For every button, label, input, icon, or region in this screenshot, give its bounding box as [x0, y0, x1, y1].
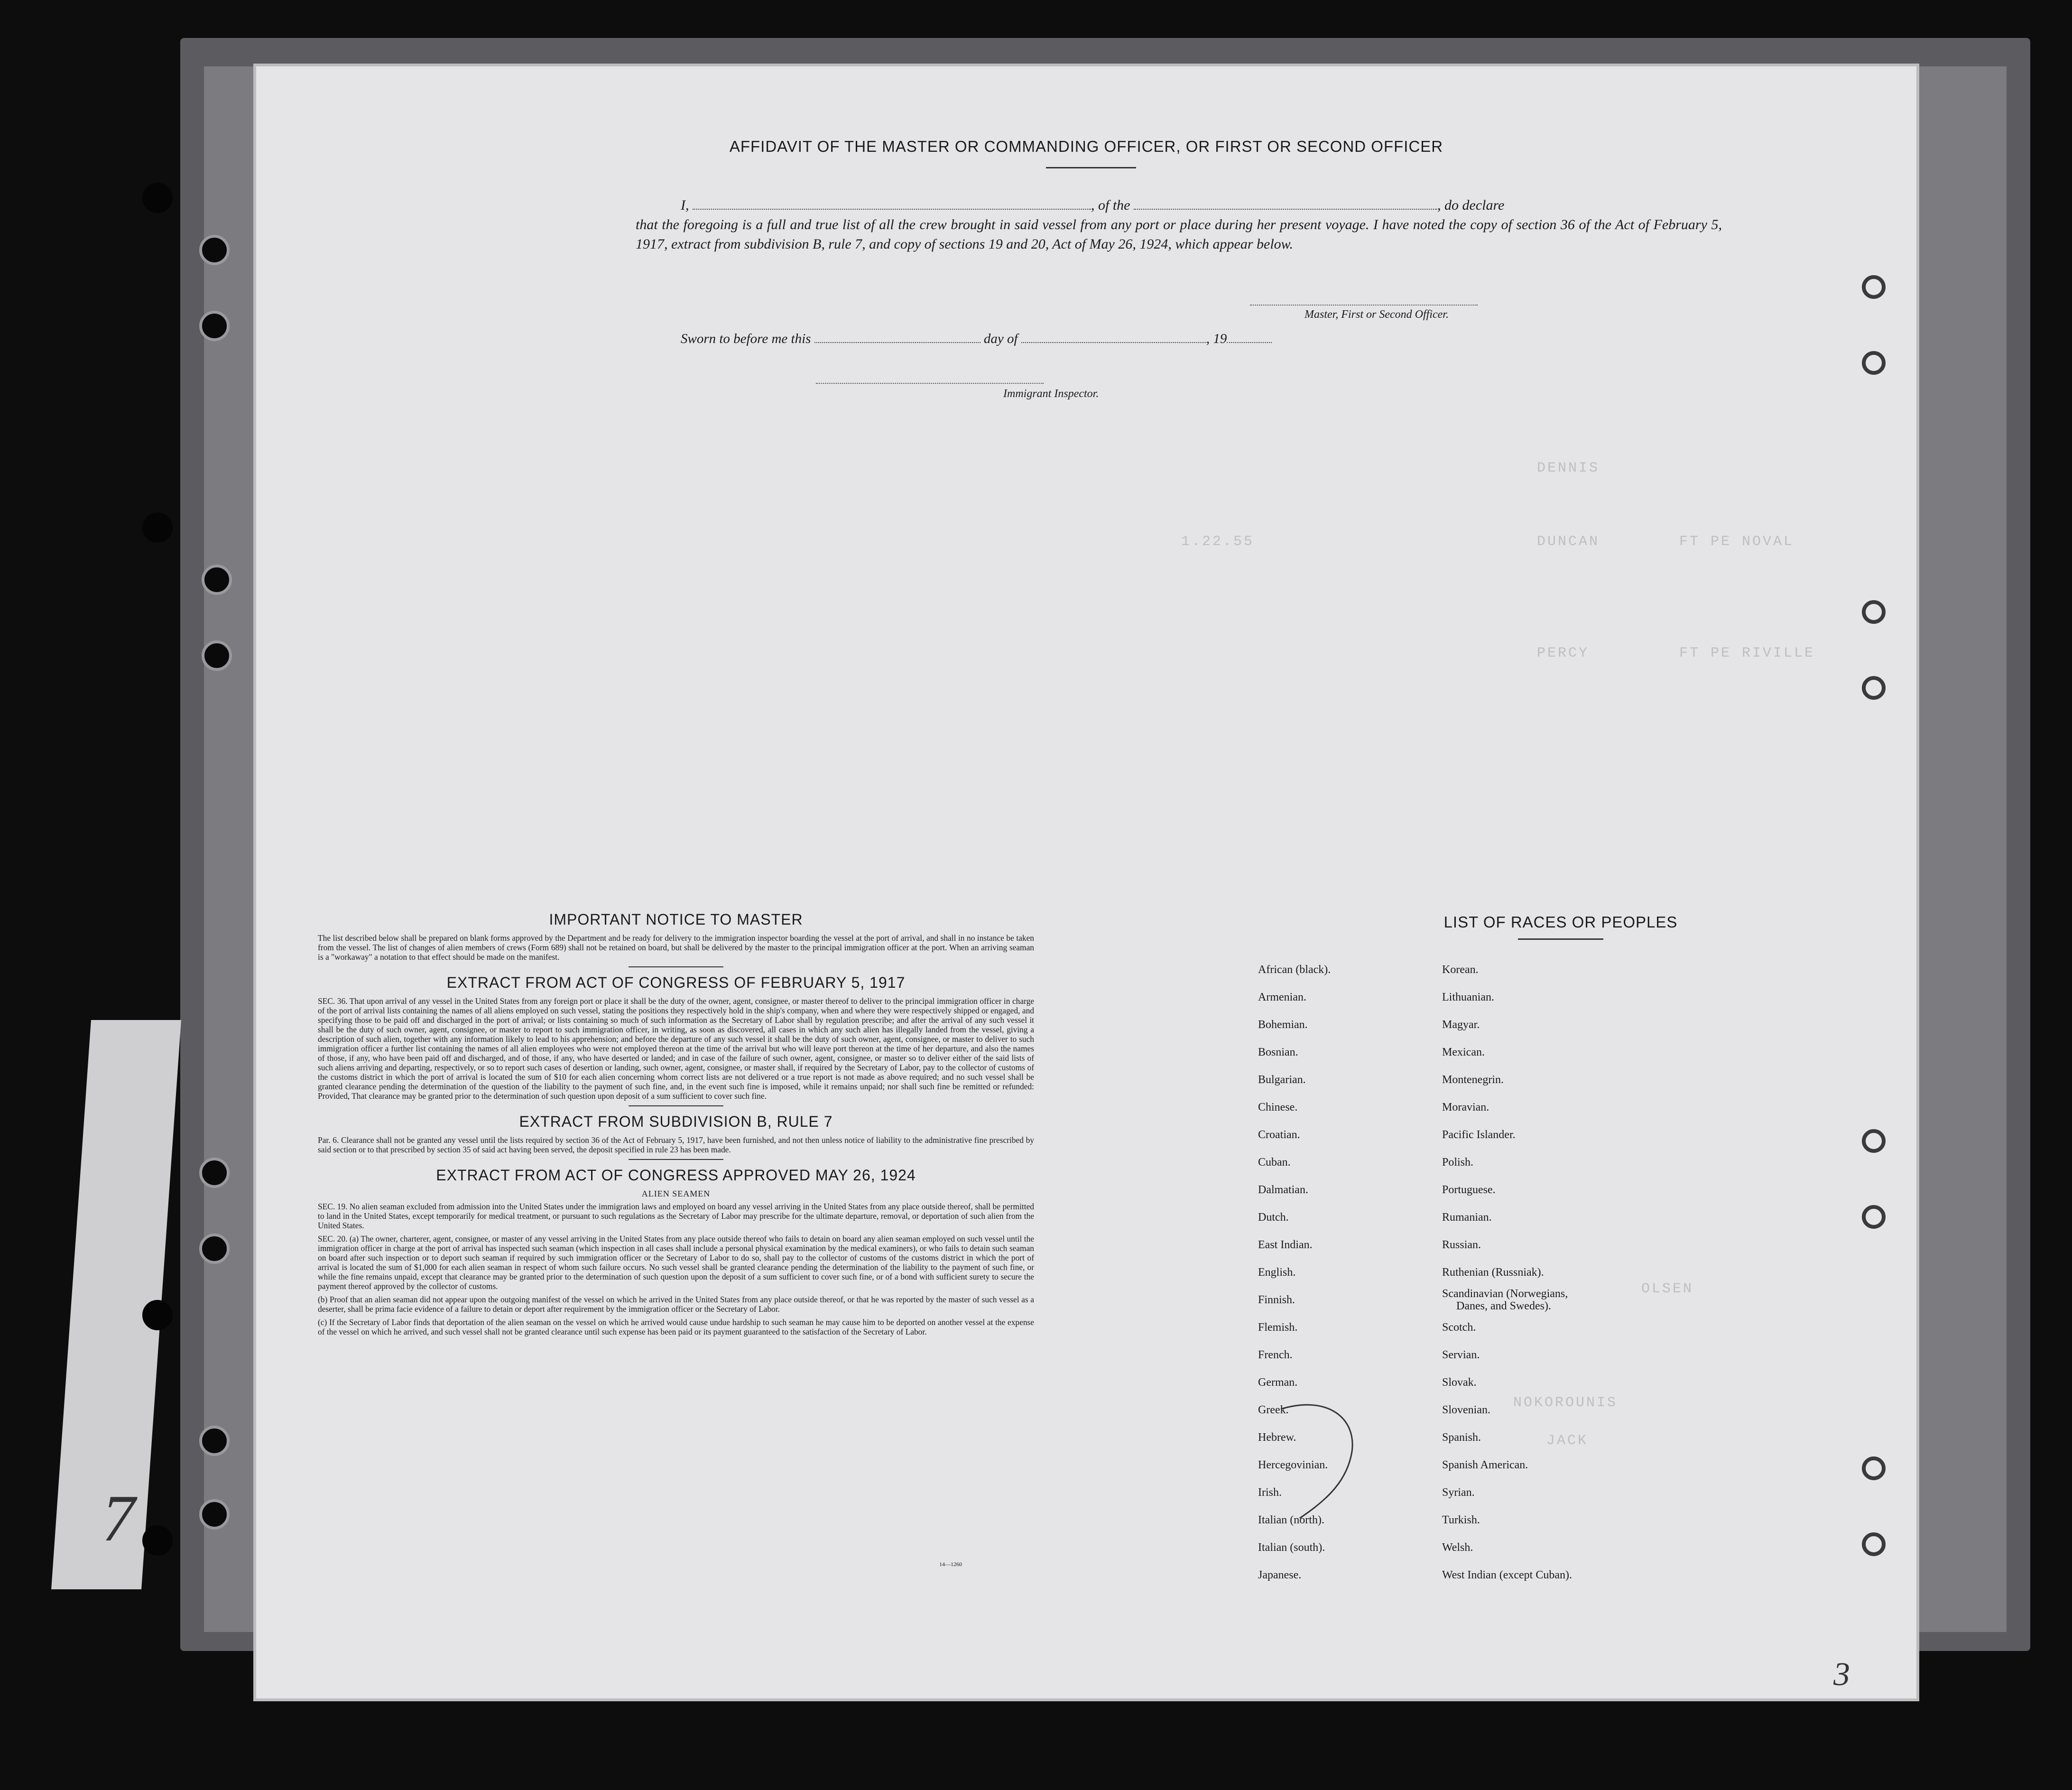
binder-hole — [1862, 1456, 1886, 1480]
races-right-column — [1442, 956, 1572, 1589]
race-item: Chinese. — [1258, 1101, 1298, 1113]
sworn-day-label: day of — [983, 331, 1018, 346]
sworn-year-blank[interactable] — [1227, 332, 1272, 343]
inspector-signature-line[interactable] — [816, 383, 1044, 384]
race-item: Hebrew. — [1258, 1431, 1296, 1444]
binder-hole — [199, 1158, 230, 1188]
bleed-through-text: PERCY — [1537, 645, 1590, 661]
race-item: Spanish. — [1442, 1431, 1481, 1444]
sworn-text: Sworn to before me this — [681, 331, 811, 346]
race-item: Italian (north). — [1258, 1514, 1324, 1526]
race-item: Hercegovinian. — [1258, 1459, 1328, 1471]
sworn-month-blank[interactable] — [1021, 332, 1206, 343]
section-divider — [629, 1105, 723, 1106]
races-title: LIST OF RACES OR PEOPLES — [1443, 913, 1678, 931]
race-item: Slovak. — [1442, 1376, 1477, 1389]
binder-hole — [199, 311, 230, 341]
sec-19-text: SEC. 19. No alien seaman excluded from admission into the United States under the immigration laws and employed on board any vessel arriving in the United States from any place outside thereof, shall be permitted to land in the United States, except temporarily for medical treatment, or pursuant to such regulations as the Secretary of Labor may prescribe for the ultimate departure, removal, or deportation of such alien from the United States. — [318, 1202, 1034, 1230]
manifest-page — [256, 66, 1916, 1698]
bleed-through-text: FT PE NOVAL — [1679, 534, 1794, 550]
race-item: Rumanian. — [1442, 1211, 1492, 1224]
section-divider — [629, 1159, 723, 1160]
binder-hole — [142, 183, 173, 213]
race-item: Magyar. — [1442, 1019, 1480, 1031]
race-item: Greek. — [1258, 1404, 1289, 1416]
vessel-name-blank[interactable] — [1134, 197, 1437, 210]
bleed-through-text: OLSEN — [1641, 1281, 1694, 1297]
sworn-line — [681, 331, 1272, 347]
binder-hole — [142, 1525, 173, 1556]
master-signature-label: Master, First or Second Officer. — [1304, 308, 1449, 321]
race-item: Montenegrin. — [1442, 1074, 1504, 1086]
binder-hole — [199, 1426, 230, 1456]
extract-rule7-text: Par. 6. Clearance shall not be granted any vessel until the lists required by section 36 of the Act of February 5, 1917, have been furnished, and not then unless notice of liability to the administrative fine prescribed by said section or to that prescribed by section 35 of said act having been served, the deposit specified in rule 23 has been made. — [318, 1135, 1034, 1154]
race-item: Dutch. — [1258, 1211, 1289, 1224]
handwritten-margin-mark: 7 — [102, 1482, 135, 1555]
race-item: Finnish. — [1258, 1294, 1295, 1306]
race-item: English. — [1258, 1266, 1296, 1279]
sec-20c-text: (c) If the Secretary of Labor finds that deportation of the alien seaman on the vessel on which he arrived would cause undue hardship to such seaman he may cause him to be deported on another vessel at the expense of the vessel on which he arrived, and such vessel shall not be granted clearance until such expense has been paid or its payment guaranteed to the satisfaction of the Secretary of Labor. — [318, 1317, 1034, 1336]
binder-hole — [1862, 676, 1886, 700]
race-item: West Indian (except Cuban). — [1442, 1569, 1572, 1581]
bleed-through-text: FT PE RIVILLE — [1679, 645, 1815, 661]
extract-1917-text: SEC. 36. That upon arrival of any vessel in the United States from any foreign port or place it shall be the duty of the owner, agent, consignee, or master thereof to deliver to the principal immigration officer in charge of the port of arrival lists containing the names of all aliens employed on such vessel, stating the positions they respectively hold in the ship's company, when and where they were respectively shipped or engaged, and specifying those to be paid off and discharged in the port of arrival; or lists containing so much of such information as the Secretary of Labor shall by regulation prescribe; and after the arrival of any such vessel it shall be the duty of such owner, agent, consignee, or master to report to such immigration officer, in writing, as soon as discovered, all cases in which any such alien has illegally landed from the vessel, giving a description of such alien, together with any information likely to lead to his apprehension; and before the departure of any such vessel it shall be the duty of such owner, agent, consignee, or master to deliver to such immigration officer a further list containing the names of all alien employees who were not employed thereon at the time of the arrival but who will leave port thereon at the time of her departure, and also the names of those, if any, who have been paid off and discharged, and of those, if any, who have deserted or landed; and in case of the failure of such owner, agent, consignee, or master so to deliver either of the said lists of such aliens arriving and departing, respectively, or so to report such cases of desertion or landing, such owner, agent, consignee, or master shall, if required by the Secretary of Labor, pay to the collector of customs of the customs district in which the port of arrival is located the sum of $10 for each alien concerning whom correct lists are not delivered or a true report is not made as above required; and no such vessel shall be granted clearance pending the determination of the question of the liability to the payment of such fine, and, in the event such fine is imposed, while it remains unpaid; nor shall such fine be remitted or refunded: Provided, That clearance may be granted prior to the determination of such question upon deposit of a sum sufficient to cover such fine. — [318, 996, 1034, 1101]
race-item: Welsh. — [1442, 1541, 1473, 1554]
binder-hole — [1862, 275, 1886, 299]
binder-hole — [142, 1300, 173, 1330]
race-item: Korean. — [1442, 964, 1479, 976]
race-item-two-line — [1442, 1286, 1572, 1314]
race-item: Spanish American. — [1442, 1459, 1528, 1471]
races-title-rule — [1518, 938, 1603, 940]
race-item: Syrian. — [1442, 1486, 1475, 1499]
race-item: Slovenian. — [1442, 1404, 1490, 1416]
race-item: German. — [1258, 1376, 1298, 1389]
bleed-through-text: DUNCAN — [1537, 534, 1600, 550]
race-item: East Indian. — [1258, 1239, 1313, 1251]
binder-hole — [1862, 1532, 1886, 1556]
notice-column — [318, 911, 1034, 1340]
notice-title: IMPORTANT NOTICE TO MASTER — [549, 911, 803, 928]
extract-1917-title: EXTRACT FROM ACT OF CONGRESS OF FEBRUARY 5, 1917 — [446, 974, 906, 991]
binder-hole — [199, 1499, 230, 1530]
race-item: Russian. — [1442, 1239, 1481, 1251]
race-item: Bulgarian. — [1258, 1074, 1306, 1086]
handwritten-bracket — [1271, 1390, 1385, 1532]
race-item: Bohemian. — [1258, 1019, 1308, 1031]
race-item: Servian. — [1442, 1349, 1480, 1361]
form-number: 14—1260 — [939, 1561, 962, 1567]
race-item: Croatian. — [1258, 1129, 1300, 1141]
binder-hole — [202, 565, 232, 595]
race-item: African (black). — [1258, 964, 1331, 976]
binder-hole — [202, 640, 232, 671]
bleed-through-text: JACK — [1546, 1433, 1589, 1449]
race-item: Polish. — [1442, 1156, 1474, 1169]
bleed-through-text: NOKOROUNIS — [1513, 1395, 1618, 1411]
declaration-body: that the foregoing is a full and true list of all the crew brought in said vessel from any port or place during her present voyage. I have noted the copy of section 36 of the Act of February 5, 1917, extract from subdivision B, rule 7, and copy of sections 19 and 20, Act of May 26, 1924, which appear below. — [636, 217, 1722, 252]
affidavit-declaration — [636, 195, 1722, 254]
race-item: Mexican. — [1442, 1046, 1485, 1058]
race-item: Cuban. — [1258, 1156, 1291, 1169]
race-item: Dalmatian. — [1258, 1184, 1308, 1196]
bleed-through-text: 1.22.55 — [1181, 534, 1255, 550]
race-item: Portuguese. — [1442, 1184, 1496, 1196]
race-item: Scandinavian (Norwegians, — [1442, 1288, 1568, 1300]
binder-hole — [142, 512, 173, 543]
inspector-signature-label: Immigrant Inspector. — [1003, 388, 1099, 400]
race-item: Ruthenian (Russniak). — [1442, 1266, 1544, 1279]
affidavit-title: AFFIDAVIT OF THE MASTER OR COMMANDING OFFICER, OR FIRST OR SECOND OFFICER — [729, 138, 1443, 155]
declaration-first-line — [636, 195, 1722, 215]
binder-hole — [1862, 1205, 1886, 1229]
race-item: Scotch. — [1442, 1321, 1476, 1334]
section-divider — [629, 966, 723, 967]
master-name-blank[interactable] — [693, 197, 1091, 210]
notice-text: The list described below shall be prepared on blank forms approved by the Department and be ready for delivery to the immigration inspector boarding the vessel at the port of arrival, and shall in no instance be taken from the vessel. The list of changes of alien members of crews (Form 689) shall not be retained on board, but shall be delivered by the master to the principal immigration officer at the port. When an arriving seaman is a "workaway" a notation to that effect should be made on the manifest. — [318, 933, 1034, 962]
binder-hole — [199, 1234, 230, 1264]
declaration-i: I, — [681, 197, 689, 213]
race-item: Irish. — [1258, 1486, 1282, 1499]
sec-20b-text: (b) Proof that an alien seaman did not appear upon the outgoing manifest of the vessel on which he arrived in the United States from any place outside thereof, or that he was reported by the master of such vessel as a deserter, shall be prima facie evidence of a failure to detain or deport after requirement by the immigration officer or the Secretary of Labor. — [318, 1295, 1034, 1314]
race-item: French. — [1258, 1349, 1293, 1361]
binder-hole — [199, 235, 230, 265]
extract-1924-title: EXTRACT FROM ACT OF CONGRESS APPROVED MAY 26, 1924 — [436, 1167, 916, 1184]
handwritten-page-number: 3 — [1833, 1656, 1850, 1693]
race-item: Pacific Islander. — [1442, 1129, 1516, 1141]
alien-seamen-subtitle: ALIEN SEAMEN — [641, 1189, 711, 1198]
binder-hole — [1862, 600, 1886, 624]
sworn-day-blank[interactable] — [814, 332, 980, 343]
race-item: Flemish. — [1258, 1321, 1298, 1334]
declaration-do-declare: , do declare — [1437, 197, 1505, 213]
race-item: Moravian. — [1442, 1101, 1489, 1113]
bleed-through-text: DENNIS — [1537, 460, 1600, 476]
race-item: Japanese. — [1258, 1569, 1302, 1581]
extract-rule7-title: EXTRACT FROM SUBDIVISION B, RULE 7 — [519, 1113, 833, 1130]
race-item: Italian (south). — [1258, 1541, 1325, 1554]
race-item: Armenian. — [1258, 991, 1306, 1003]
master-signature-line[interactable] — [1250, 305, 1478, 306]
race-item: Lithuanian. — [1442, 991, 1494, 1003]
sworn-year-label: , 19 — [1206, 331, 1227, 346]
title-rule — [1046, 167, 1136, 168]
race-item: Bosnian. — [1258, 1046, 1298, 1058]
declaration-of-the: , of the — [1091, 197, 1130, 213]
binder-hole — [1862, 351, 1886, 375]
race-item: Turkish. — [1442, 1514, 1480, 1526]
sec-20a-text: SEC. 20. (a) The owner, charterer, agent, consignee, or master of any vessel arriving in the United States from any place outside thereof who fails to detain on board any alien seaman employed on such vessel until the immigration officer in charge at the port of arrival has inspected such seaman (which inspection in all cases shall include a personal physical examination by the medical examiners), or who fails to detain such seaman on board after such inspection or to deport such seaman if required by such immigration officer or the Secretary of Labor to do so, shall pay to the collector of customs of the customs district in which the port of arrival is located the sum of $1,000 for each alien seaman in respect of whom such failure occurs. No such vessel shall be granted clearance pending the determination of the liability to the payment of such fine, or while the fine remains unpaid, except that clearance may be granted prior to the determination of such question upon the deposit of a sum sufficient to cover such fine, or of a bond with sufficient surety to secure the payment thereof approved by the collector of customs. — [318, 1234, 1034, 1291]
race-item: Danes, and Swedes). — [1456, 1300, 1551, 1312]
binder-hole — [1862, 1129, 1886, 1153]
